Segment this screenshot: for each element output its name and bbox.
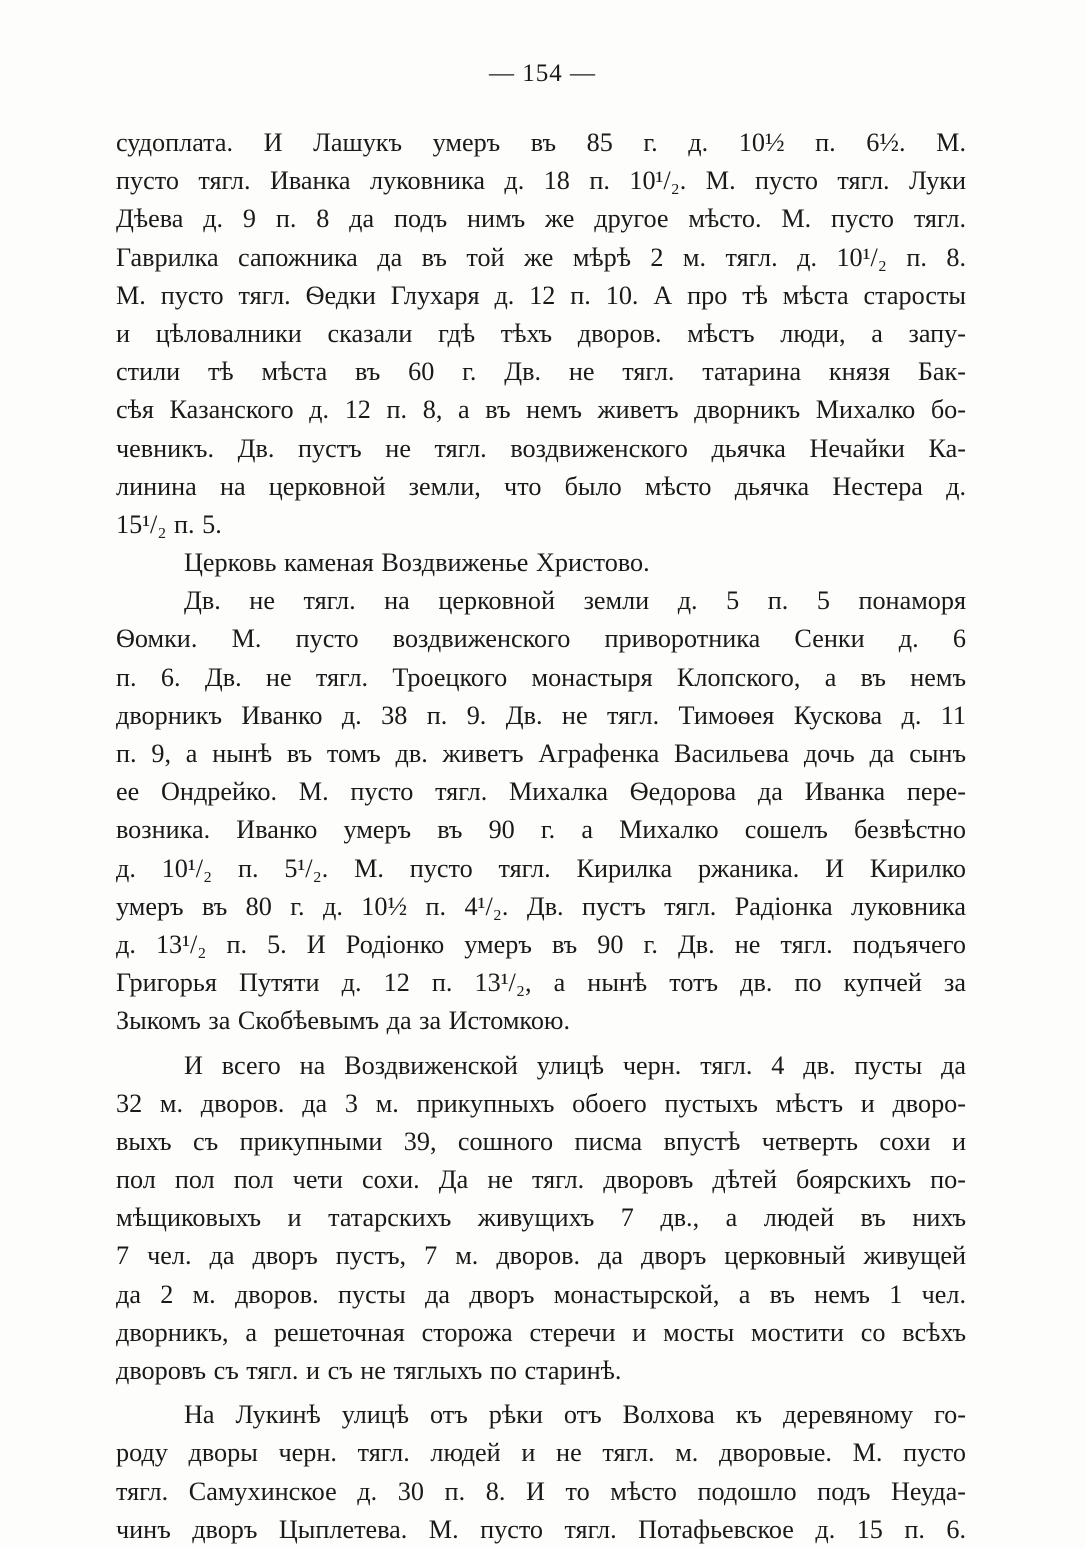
text-line: Григорья Путяти д. 12 п. 13¹/₂, а нынѣ тотъ дв. по купчей за <box>116 968 966 998</box>
text-line: Гаврилка сапожника да въ той же мѣрѣ 2 м. тягл. д. 10¹/₂ п. 8. <box>116 242 966 272</box>
text-line: М. пусто тягл. Ѳедки Глухаря д. 12 п. 10. А про тѣ мѣста старосты <box>116 280 966 310</box>
page-number: — 154 — <box>489 60 596 87</box>
text-line: и цѣловалники сказали гдѣ тѣхъ дворов. мѣстъ люди, а запу- <box>116 318 966 348</box>
text-line: чевникъ. Дв. пустъ не тягл. воздвиженского дьячка Нечайки Ка- <box>116 433 966 463</box>
text-line: дворовъ съ тягл. и съ не тяглыхъ по старинѣ. <box>116 1356 622 1385</box>
body-text <box>116 124 966 1549</box>
text-line: Церковь каменая Воздвиженье Христово. <box>184 548 650 578</box>
text-line: И всего на Воздвиженской улицѣ черн. тягл. 4 дв. пусты да <box>184 1050 966 1080</box>
text-line: д. 10¹/₂ п. 5¹/₂. М. пусто тягл. Кирилка ржаника. И Кирилко <box>116 853 966 883</box>
text-line: пусто тягл. Иванка луковника д. 18 п. 10¹/₂. М. пусто тягл. Луки <box>116 166 966 196</box>
text-line: 7 чел. да дворъ пустъ, 7 м. дворов. да дворъ церковный живущей <box>116 1241 966 1271</box>
text-line: 15¹/₂ п. 5. <box>116 509 222 539</box>
text-line: п. 9, а нынѣ въ томъ дв. живетъ Аграфенка Васильева дочь да сынъ <box>116 739 966 768</box>
text-line: На Лукинѣ улицѣ отъ рѣки отъ Волхова къ деревяному го- <box>184 1400 966 1430</box>
text-line: дворникъ Иванко д. 38 п. 9. Дв. не тягл. Тимоѳея Кускова д. 11 <box>116 700 966 730</box>
text-line: линина на церковной земли, что было мѣсто дьячка Нестера д. <box>116 471 966 501</box>
text-line: да 2 м. дворов. пусты да дворъ монастырской, а въ немъ 1 чел. <box>116 1279 966 1309</box>
text-line: Дв. не тягл. на церковной земли д. 5 п. 5 понаморя <box>184 586 966 616</box>
text-line: роду дворы черн. тягл. людей и не тягл. м. дворовые. М. пусто <box>116 1438 966 1468</box>
text-line: мѣщиковыхъ и татарскихъ живущихъ 7 дв., а людей въ нихъ <box>116 1203 966 1233</box>
text-line: возника. Иванко умеръ въ 90 г. а Михалко сошелъ безвѣстно <box>116 815 966 845</box>
text-line: сѣя Казанского д. 12 п. 8, а въ немъ живетъ дворникъ Михалко бо- <box>116 395 966 425</box>
text-line: Ѳомки. М. пусто воздвиженского приворотника Сенки д. 6 <box>116 624 966 654</box>
text-line: д. 13¹/₂ п. 5. И Родіонко умеръ въ 90 г. Дв. не тягл. подъячего <box>116 929 966 959</box>
text-line: Дѣева д. 9 п. 8 да подъ нимъ же другое мѣсто. М. пусто тягл. <box>116 204 966 234</box>
text-line: судоплата. И Лашукъ умеръ въ 85 г. д. 10½ п. 6½. М. <box>116 128 966 157</box>
text-line: тягл. Самухинское д. 30 п. 8. И то мѣсто подошло подъ Неуда- <box>116 1476 966 1506</box>
text-line: чинъ дворъ Цыплетева. М. пусто тягл. Потафьевское д. 15 п. 6. <box>116 1514 966 1544</box>
text-line: умеръ въ 80 г. д. 10½ п. 4¹/₂. Дв. пустъ тягл. Радіонка луковника <box>116 891 966 921</box>
text-line: дворникъ, а решеточная сторожа стеречи и мосты мостити со всѣхъ <box>116 1317 966 1347</box>
text-line: стили тѣ мѣста въ 60 г. Дв. не тягл. татарина князя Бак- <box>116 357 966 387</box>
text-line: пол пол пол чети сохи. Да не тягл. дворовъ дѣтей боярскихъ по- <box>116 1165 966 1195</box>
text-line: выхъ съ прикупными 39, сошного писма впустѣ четверть сохи и <box>116 1126 966 1156</box>
text-line: п. 6. Дв. не тягл. Троецкого монастыря Клопского, а въ немъ <box>116 662 966 692</box>
text-line: ее Ондрейко. М. пусто тягл. Михалка Ѳедорова да Иванка пере- <box>116 777 966 807</box>
text-line: 32 м. дворов. да 3 м. прикупныхъ обоего пустыхъ мѣстъ и дворо- <box>116 1088 966 1118</box>
text-line: Зыкомъ за Скобѣевымъ да за Истомкою. <box>116 1006 571 1036</box>
